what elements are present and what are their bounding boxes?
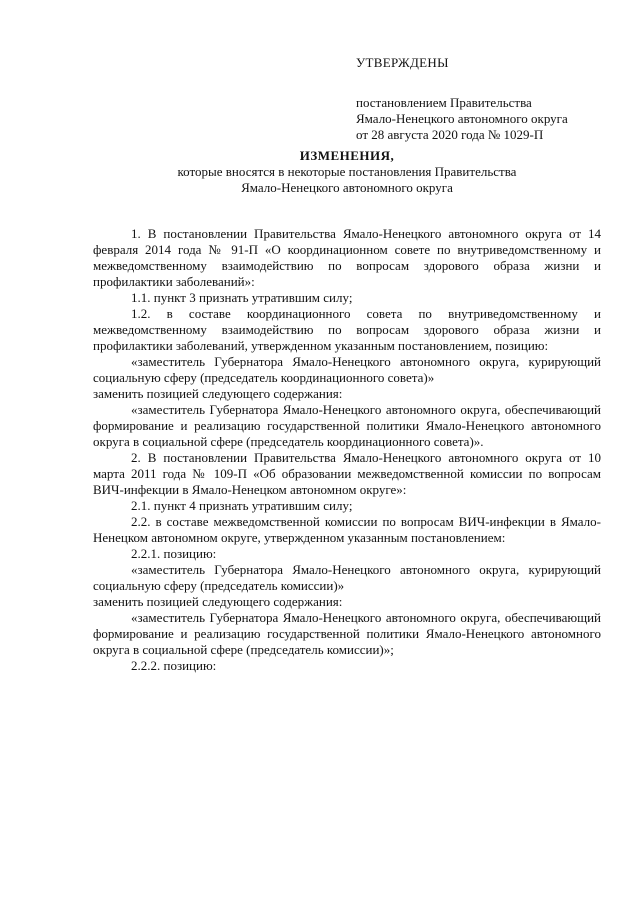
approval-line: постановлением Правительства [356, 95, 532, 110]
body-paragraph: 2.2. в составе межведомственной комиссии по вопросам ВИЧ-инфекции в Ямало-Ненецком автономном округе, утвержденном указанным постановлением: [93, 514, 601, 545]
document-title-block [93, 148, 601, 196]
body-paragraph: «заместитель Губернатора Ямало-Ненецкого автономного округа, курирующий социальную сферу (председатель координационного совета)» [93, 354, 601, 385]
body-paragraph: 2.2.1. позицию: [131, 546, 217, 561]
body-paragraph: 2.1. пункт 4 признать утратившим силу; [131, 498, 353, 513]
body-paragraph: заменить позицией следующего содержания: [93, 386, 343, 401]
body-paragraph: 2. В постановлении Правительства Ямало-Ненецкого автономного округа от 10 марта 2011 года № 109-П «Об образовании межведомственной комиссии по вопросам ВИЧ-инфекции в Ямало-Ненецком автономном округе»: [93, 450, 601, 497]
approval-line: Ямало-Ненецкого автономного округа [356, 111, 568, 126]
body-paragraph: «заместитель Губернатора Ямало-Ненецкого автономного округа, курирующий социальную сферу (председатель комиссии)» [93, 562, 601, 593]
body-paragraph: 1.2. в составе координационного совета по внутриведомственному и межведомственному взаимодействию по вопросам здорового образа жизни и профилактики заболеваний, утвержденном указанным постановлением, позицию: [93, 306, 601, 353]
approval-line: от 28 августа 2020 года № 1029-П [356, 127, 544, 142]
body-paragraph: заменить позицией следующего содержания: [93, 594, 343, 609]
document-subtitle-line: Ямало-Ненецкого автономного округа [241, 180, 453, 195]
body-paragraph: «заместитель Губернатора Ямало-Ненецкого автономного округа, обеспечивающий формирование и реализацию государственной политики Ямало-Ненецкого автономного округа в социальной сфере (председатель комиссии)»; [93, 610, 601, 657]
document-body [93, 226, 601, 674]
body-paragraph: 1. В постановлении Правительства Ямало-Ненецкого автономного округа от 14 февраля 2014 года № 91-П «О координационном совете по внутриведомственному и межведомственному взаимодействию по вопросам здорового образа жизни и профилактики заболеваний»: [93, 226, 601, 289]
document-title: ИЗМЕНЕНИЯ, [299, 148, 395, 163]
approval-heading: УТВЕРЖДЕНЫ [356, 55, 449, 70]
approval-block [356, 55, 568, 143]
body-paragraph: 1.1. пункт 3 признать утратившим силу; [131, 290, 353, 305]
body-paragraph: «заместитель Губернатора Ямало-Ненецкого автономного округа, обеспечивающий формирование и реализацию государственной политики Ямало-Ненецкого автономного округа в социальной сфере (председатель координационного совета)». [93, 402, 601, 449]
document-subtitle-line: которые вносятся в некоторые постановления Правительства [177, 164, 517, 179]
body-paragraph: 2.2.2. позицию: [131, 658, 217, 673]
